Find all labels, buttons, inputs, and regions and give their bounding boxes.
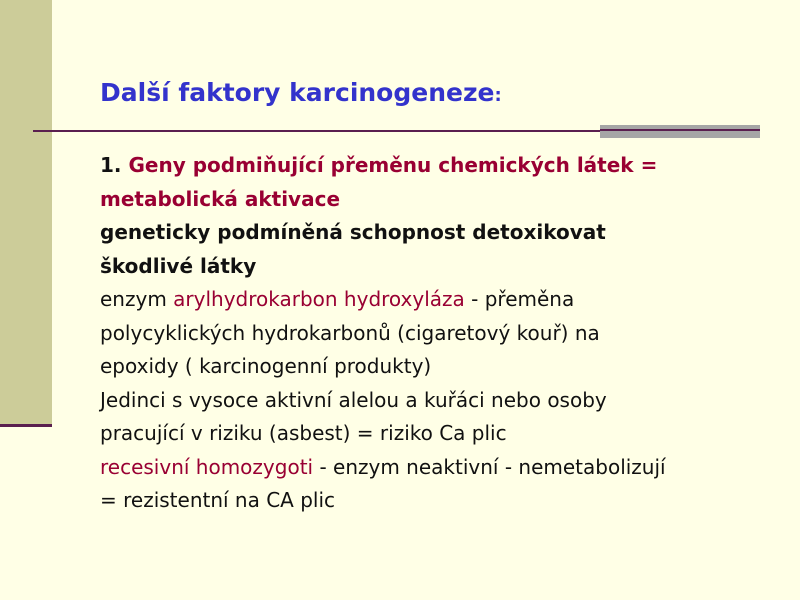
- genes-heading: Geny podmiňující přeměnu chemických látek =: [128, 153, 658, 177]
- body-line-9: pracující v riziku (asbest) = riziko Ca plic: [100, 421, 507, 445]
- recessive-suffix: - enzym neaktivní - nemetabolizují: [313, 454, 666, 479]
- body-line-2: metabolická aktivace: [100, 186, 341, 211]
- enzyme-term: arylhydrokarbon hydroxyláza: [173, 287, 465, 311]
- left-decorative-bar: [0, 0, 52, 425]
- left-bar-accent-line: [0, 424, 52, 427]
- slide-title: [100, 78, 502, 107]
- slide-title-text: Další faktory karcinogeneze: [100, 78, 495, 107]
- recessive-term: recesivní homozygoti: [100, 454, 314, 479]
- body-line-5: [100, 283, 790, 317]
- enzyme-prefix: enzym: [100, 287, 174, 311]
- body-line-3: geneticky podmíněná schopnost detoxikovat: [100, 220, 606, 244]
- body-line-1: [100, 149, 790, 183]
- enzyme-suffix: - přeměna: [464, 287, 575, 311]
- body-line-11: = rezistentní na CA plic: [100, 488, 336, 512]
- body-line-7: epoxidy ( karcinogenní produkty): [100, 354, 432, 378]
- body-line-8: Jedinci s vysoce aktivní alelou a kuřáci nebo osoby: [100, 387, 607, 412]
- body-line-4: škodlivé látky: [100, 253, 257, 278]
- title-divider-accent-block: [600, 125, 760, 138]
- slide-body: [100, 149, 790, 518]
- body-line-10: [100, 451, 790, 485]
- slide-title-colon: :: [494, 85, 502, 106]
- item-number: 1.: [100, 153, 122, 177]
- body-line-6: polycyklických hydrokarbonů (cigaretový kouř) na: [100, 320, 600, 345]
